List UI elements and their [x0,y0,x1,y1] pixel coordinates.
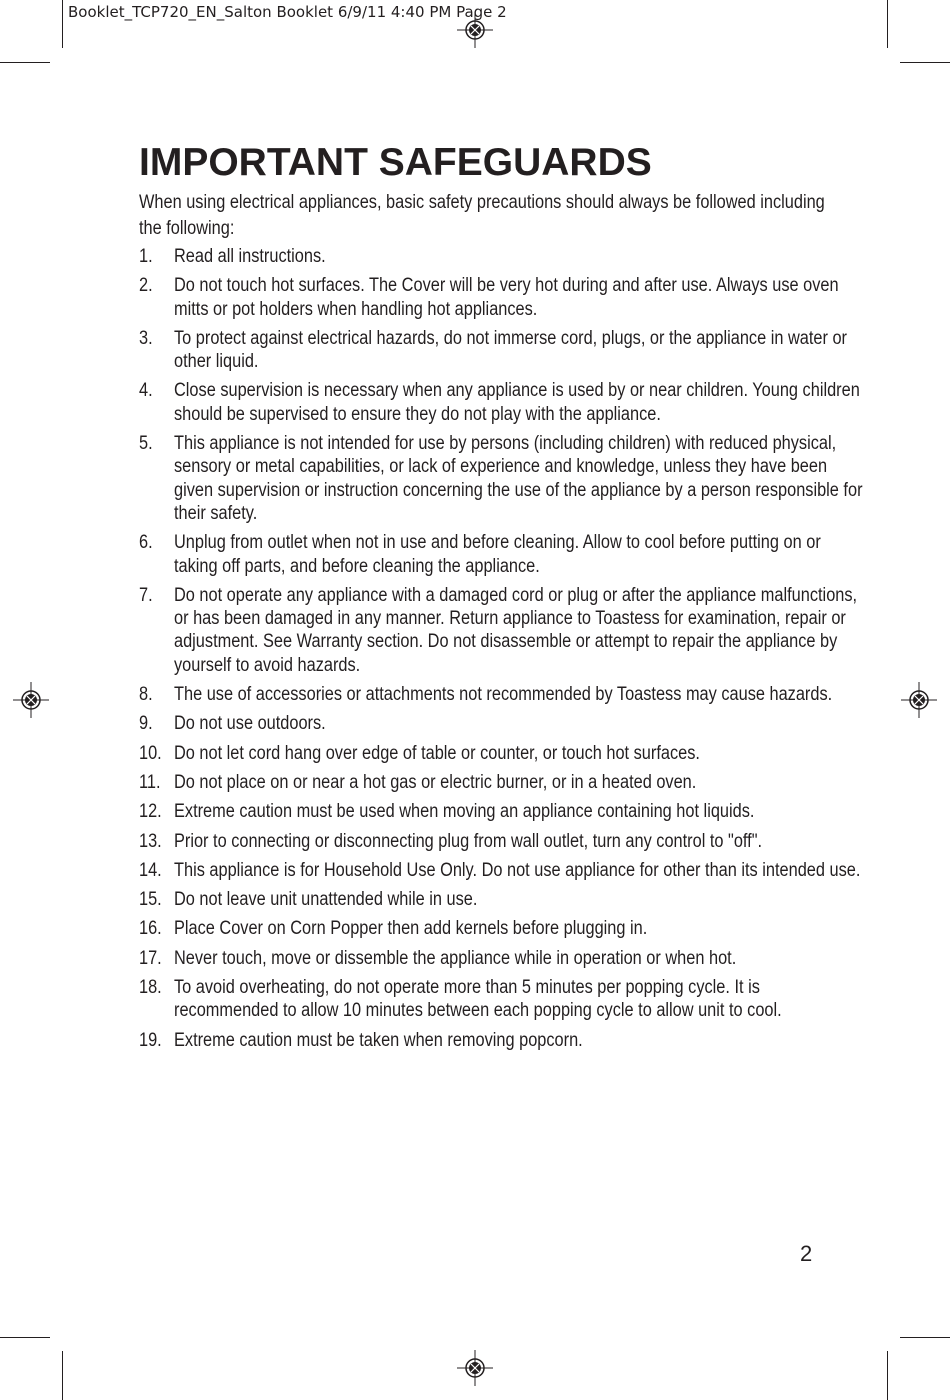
list-item [139,947,839,970]
list-item [139,976,839,1023]
list-item [139,379,860,426]
list-item [139,683,839,706]
list-item-number: 11. [139,771,161,793]
registration-mark-left-icon [13,682,49,718]
list-item-text: This appliance is not intended for use by persons (including children) with reduced physical, sensory or metal capabilities, or lack of experience and knowledge, unless they have been given supervision or instruction concerning the use of the appliance by a person responsible for their safety. [174,433,863,524]
list-item [139,274,839,321]
list-item [139,859,861,882]
list-item-number: 17. [139,947,162,969]
list-item-text: Do not leave unit unattended while in use. [174,889,478,911]
crop-mark-bottom-right-horizontal [900,1337,950,1338]
list-item-text: Unplug from outlet when not in use and before cleaning. Allow to cool before putting on or taking off parts, and before cleaning the appliance. [174,532,821,577]
intro-paragraph: When using electrical appliances, basic safety precautions should always be followed including the following: [139,192,825,239]
list-item-text: The use of accessories or attachments not recommended by Toastess may cause hazards. [174,684,833,706]
crop-mark-bottom-left-horizontal [0,1337,50,1338]
list-item-number: 4. [139,380,153,402]
list-item-number: 13. [139,830,162,852]
list-item [139,712,839,735]
list-item [139,830,839,853]
page-number: 2 [800,1241,813,1266]
list-item-number: 8. [139,684,153,706]
list-item-number: 2. [139,275,153,297]
list-item-text: Never touch, move or dissemble the appliance while in operation or when hot. [174,947,737,969]
list-item [139,742,839,765]
list-item-number: 12. [139,801,162,823]
list-item-number: 19. [139,1029,162,1051]
list-item-number: 3. [139,327,153,349]
page-title: IMPORTANT SAFEGUARDS [139,141,652,184]
crop-mark-top-right-vertical [887,0,888,48]
list-item-number: 1. [139,246,153,267]
list-item-text: To protect against electrical hazards, do not immerse cord, plugs, or the appliance in water or other liquid. [174,327,848,373]
list-item-number: 5. [139,433,153,455]
list-item-text: Extreme caution must be used when moving an appliance containing hot liquids. [174,801,755,823]
list-item-text: Do not place on or near a hot gas or electric burner, or in a heated oven. [174,771,697,793]
list-item-number: 14. [139,859,162,881]
list-item-number: 15. [139,889,162,911]
list-item [139,327,848,374]
list-item-text: To avoid overheating, do not operate more than 5 minutes per popping cycle. It is recommended to allow 10 minutes between each popping cycle to allow unit to cool. [174,977,782,1022]
crop-mark-bottom-left-vertical [62,1351,63,1400]
crop-mark-top-left-vertical [62,0,63,48]
list-item-number: 9. [139,713,153,735]
list-item-number: 10. [139,742,162,764]
list-item [139,888,839,911]
list-item-text: Close supervision is necessary when any appliance is used by or near children. Young children should be supervised to ensure they do not play with the appliance. [174,380,860,425]
list-item-number: 6. [139,532,153,554]
list-item [139,771,839,794]
list-item [139,584,858,677]
list-item-text: Prior to connecting or disconnecting plug from wall outlet, turn any control to "off". [174,830,763,852]
list-item-text: Extreme caution must be taken when removing popcorn. [174,1029,583,1051]
safeguards-section [139,140,863,1058]
list-item [139,531,839,578]
list-item-number: 7. [139,584,153,606]
list-item [139,917,839,940]
list-item-text: Do not use outdoors. [174,713,326,735]
list-item [139,245,839,268]
list-item [139,432,863,525]
crop-mark-bottom-right-vertical [887,1351,888,1400]
crop-mark-top-right-horizontal [900,62,950,63]
registration-mark-right-icon [901,682,937,718]
safeguards-list [139,245,863,1052]
list-item-text: Read all instructions. [174,246,326,267]
crop-mark-top-left-horizontal [0,62,50,63]
list-item-number: 16. [139,918,162,940]
list-item-text: This appliance is for Household Use Only. Do not use appliance for other than its intended use. [174,859,861,881]
registration-mark-bottom-icon [457,1350,493,1386]
list-item-text: Place Cover on Corn Popper then add kernels before plugging in. [174,918,648,940]
list-item-text: Do not touch hot surfaces. The Cover will be very hot during and after use. Always use oven mitts or pot holders when handling hot appliances. [174,275,839,320]
list-item [139,800,839,823]
list-item-text: Do not let cord hang over edge of table or counter, or touch hot surfaces. [174,742,700,764]
registration-mark-top-icon [457,12,493,48]
list-item [139,1029,839,1052]
list-item-text: Do not operate any appliance with a damaged cord or plug or after the appliance malfunctions, or has been damaged in any manner. Return appliance to Toastess for examination, repair or adjustment. See Warranty section. Do not disassemble or attempt to repair the appliance by yourself to avoid hazards. [174,584,858,676]
print-slug: Booklet_TCP720_EN_Salton Booklet 6/9/11 4:40 PM Page 2 [68,3,507,21]
list-item-number: 18. [139,977,162,999]
